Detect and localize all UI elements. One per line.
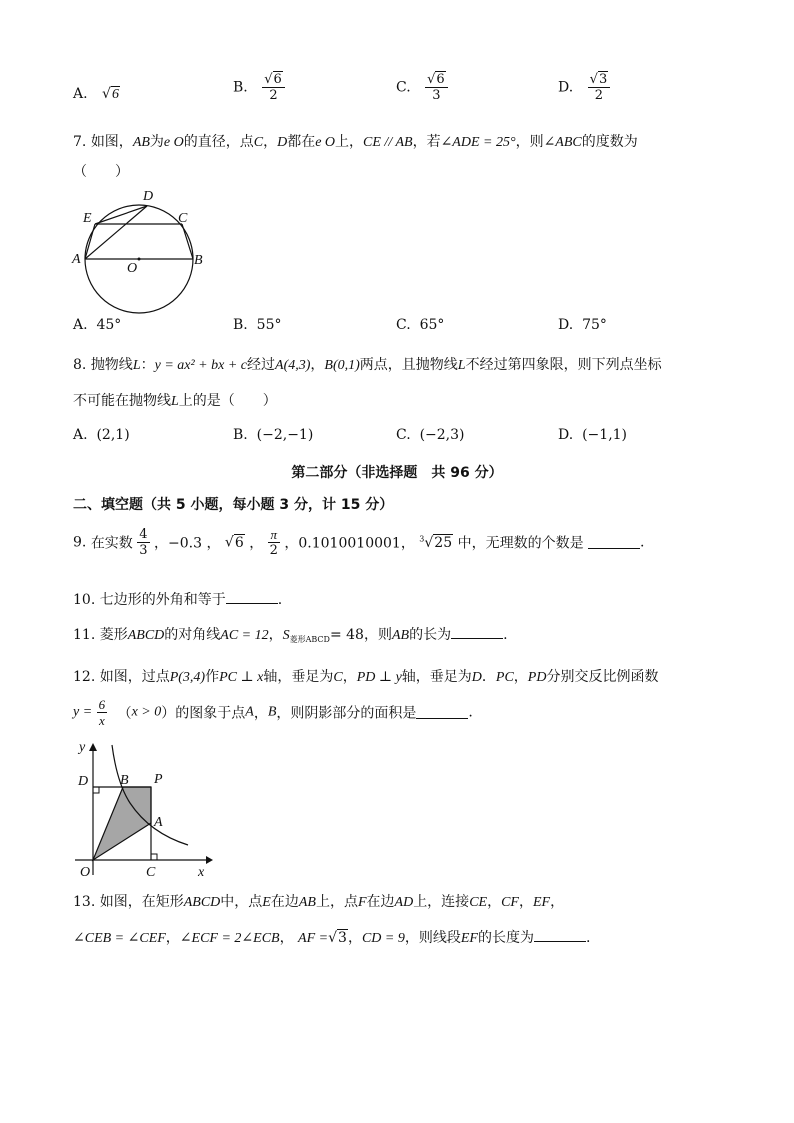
answer-blank[interactable] <box>588 536 640 549</box>
q11-stem: 11. 菱形ABCD的对角线AC = 12，$S_{菱形ABCD}= 48$，则AB的长为 . <box>73 627 508 644</box>
sqrt-expression: √6 <box>224 534 244 551</box>
label-b: B <box>194 253 203 268</box>
q8-option-b: B. (−2,−1) <box>233 427 314 443</box>
q7-circle-figure <box>68 184 218 314</box>
q6-option-c <box>396 72 448 103</box>
answer-blank[interactable] <box>416 706 468 719</box>
label-y: y <box>79 740 86 755</box>
option-label: A. <box>73 86 88 102</box>
center-point <box>138 258 141 261</box>
q12-stem-line2: y = $\frac{6}{x}$ （x > 0）的图象于点A，B，则阴影部分的面积是 . <box>73 697 473 728</box>
q8-option-d: D. (−1,1) <box>558 427 628 443</box>
label-e: E <box>83 211 92 226</box>
segment-ae <box>85 224 95 259</box>
answer-blank[interactable] <box>451 626 503 639</box>
cube-root-expression: $^3$√25 <box>419 534 453 551</box>
label-x: x <box>198 865 205 880</box>
y-axis-arrow <box>89 743 97 751</box>
label-d: D <box>143 189 154 204</box>
right-angle-d <box>93 787 99 793</box>
option-label: D. <box>558 79 574 96</box>
label-b: B <box>120 773 129 788</box>
q7-option-b: B. 55° <box>233 317 282 333</box>
fraction: $\frac{\pi}{2}$ <box>269 527 278 558</box>
q6-option-a <box>73 86 120 103</box>
q7-stem: 7. 如图，AB为e O的直径，点C，D都在e O上，CE // AB，若∠ADE = 25°，则∠ABC的度数为 <box>73 134 638 150</box>
q8-stem-line1: 8. 抛物线L：y = ax² + bx + c经过A(4,3)，B(0,1)两点，且抛物线L不经过第四象限，则下列点坐标 <box>73 357 662 373</box>
segment-ad <box>85 206 147 259</box>
q13-stem-line1: 13. 如图，在矩形ABCD中，点E在边AB上，点F在边AD上，连接CE，CF，EF， <box>73 894 565 910</box>
label-o: O <box>80 865 91 880</box>
option-label: B. <box>233 79 248 96</box>
answer-blank[interactable] <box>534 929 586 942</box>
label-a: A <box>154 815 163 830</box>
q8-option-c: C. (−2,3) <box>396 427 465 443</box>
q12-stem-line1: 12. 如图，过点P(3,4)作PC ⊥ x轴，垂足为C，PD ⊥ y轴，垂足为D．PC，PD分别交反比例函数 <box>73 669 659 685</box>
label-c: C <box>146 865 156 880</box>
label-o: O <box>127 261 138 276</box>
fraction: $\frac{6}{x}$ <box>98 697 106 728</box>
part-two-heading: 第二部分（非选择题 共 96 分） <box>291 465 503 481</box>
q10-stem: 10. 七边形的外角和等于 . <box>73 592 283 608</box>
q7-answer-paren: （ ） <box>73 164 129 180</box>
q7-option-d: D. 75° <box>558 317 607 333</box>
shaded-region <box>93 787 151 860</box>
x-axis-arrow <box>206 856 213 864</box>
label-a: A <box>72 252 81 267</box>
section-fill-in-heading: 二、填空题（共 5 小题，每小题 3 分，计 15 分） <box>73 497 394 513</box>
label-p: P <box>154 772 163 787</box>
answer-blank[interactable] <box>226 591 278 604</box>
right-angle-c <box>151 854 157 860</box>
sqrt-expression: √6 <box>102 86 119 102</box>
q9-stem: 9. 在实数 $\frac{4}{3}$ ，−0.3 ， √6 ， $\frac{\pi}{2}$ ，0.1010010001， $^3$√25 中，无理数的个数是 . <box>73 527 645 558</box>
q6-option-d <box>558 72 610 103</box>
q8-stem-line2: 不可能在抛物线L上的是（ ） <box>73 393 277 409</box>
option-label: C. <box>396 79 411 96</box>
q6-option-b <box>233 72 285 103</box>
q8-option-a: A. (2,1) <box>73 427 130 443</box>
segment-cb <box>182 224 193 259</box>
fraction: $\frac{4}{3}$ <box>139 527 148 558</box>
fraction: $\frac{√6}{2}$ <box>262 72 285 103</box>
label-c: C <box>178 211 188 226</box>
q7-option-c: C. 65° <box>396 317 445 333</box>
q7-option-a: A. 45° <box>73 317 122 333</box>
fraction: $\frac{√3}{2}$ <box>588 72 611 103</box>
q13-stem-line2: ∠CEB = ∠CEF，∠ECF = 2∠ECB， AF =√3，CD = 9，则线段EF的长度为 . <box>73 930 591 946</box>
label-d: D <box>78 774 89 789</box>
q12-inverse-function-figure <box>70 733 220 883</box>
fraction: $\frac{√6}{3}$ <box>425 72 448 103</box>
